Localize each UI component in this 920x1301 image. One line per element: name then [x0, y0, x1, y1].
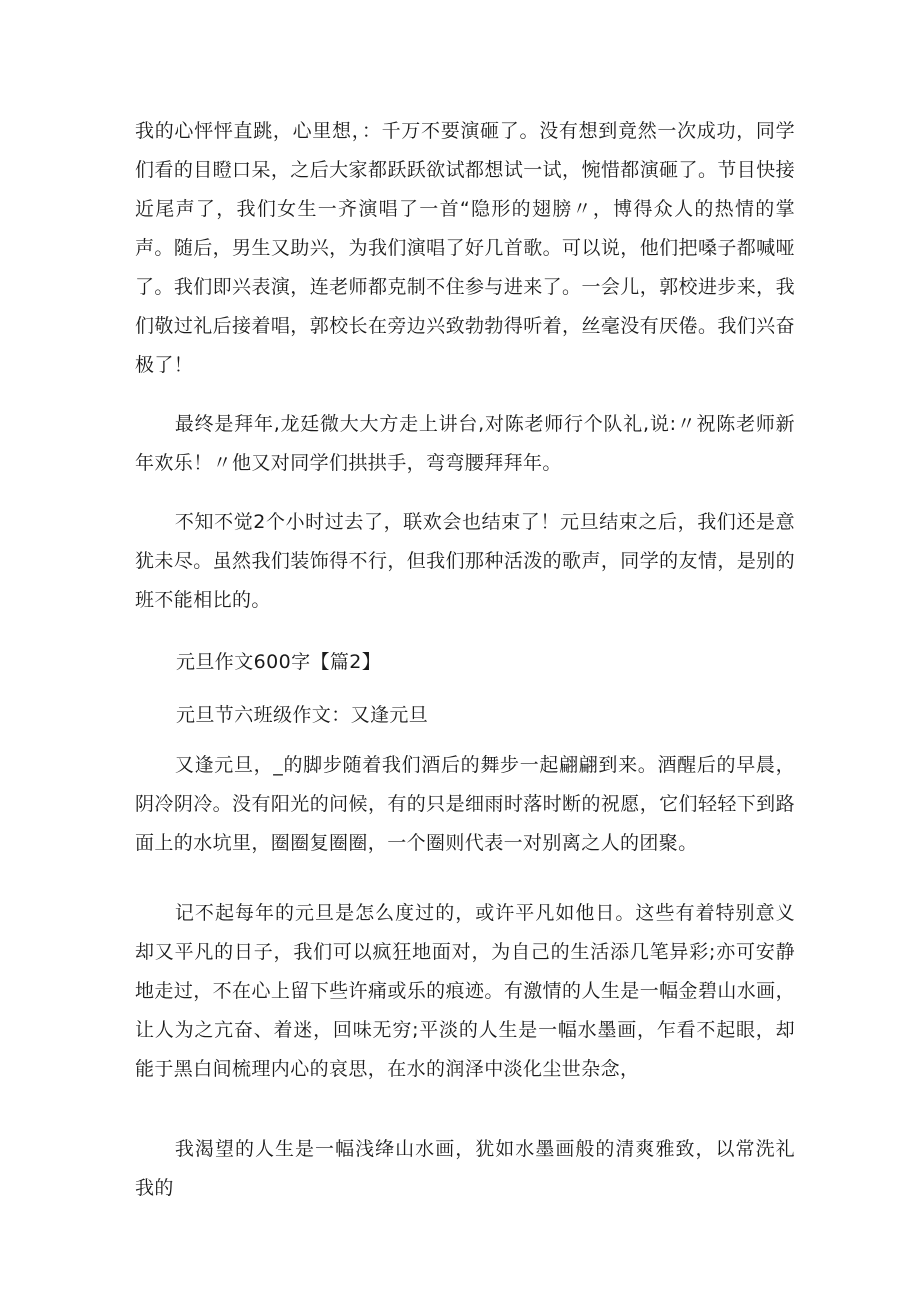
- paragraph-reflection: 记不起每年的元旦是怎么度过的，或许平凡如他日。这些有着特别意义却又平凡的日子，我们可以疯狂地面对，为自己的生活添几笔异彩;亦可安静地走过，不在心上留下些许痛或乐的痕迹。有激情的人生是一幅金碧山水画，让人为之亢奋、着迷，回味无穷;平淡的人生是一幅水墨画，乍看不起眼，却能于黑白间梳理内心的哀思，在水的润泽中淡化尘世杂念，: [135, 902, 795, 1080]
- paragraph-new-year-greeting: 最终是拜年,龙廷微大大方走上讲台,对陈老师行个队礼,说:〃祝陈老师新年欢乐！〃他又对同学们拱拱手，弯弯腰拜拜年。: [135, 413, 795, 474]
- essay-title: 元旦节六班级作文：又逢元旦: [176, 704, 429, 726]
- essay-section-heading: 元旦作文600字【篇2】: [176, 651, 382, 673]
- paragraph-new-year-morning: 又逢元旦，_的脚步随着我们酒后的舞步一起翩翩到来。酒醒后的早晨，阴冷阴冷。没有阳光的问候，有的只是细雨时落时断的祝愿，它们轻轻下到路面上的水坑里，圈圈复圈圈，一个圈则代表一对别离之人的团聚。: [135, 754, 795, 854]
- paragraph-performance: 我的心怦怦直跳，心里想，：千万不要演砸了。没有想到竟然一次成功，同学们看的目瞪口呆，之后大家都跃跃欲试都想试一试，惋惜都演砸了。节目快接近尾声了，我们女生一齐演唱了一首“隐形的翅膀〃，博得众人的热情的掌声。随后，男生又助兴，为我们演唱了好几首歌。可以说，他们把嗓子都喊哑了。我们即兴表演，连老师都克制不住参与进来了。一会儿，郭校进步来，我们敬过礼后接着唱，郭校长在旁边兴致勃勃得听着，丝毫没有厌倦。我们兴奋极了！: [135, 120, 795, 376]
- paragraph-life-wish: 我渴望的人生是一幅浅绛山水画，犹如水墨画般的清爽雅致，以常洗礼我的: [135, 1138, 795, 1199]
- paragraph-party-end: 不知不觉2个小时过去了，联欢会也结束了！元旦结束之后，我们还是意犹未尽。虽然我们装饰得不行，但我们那种活泼的歌声，同学的友情，是别的班不能相比的。: [135, 511, 795, 611]
